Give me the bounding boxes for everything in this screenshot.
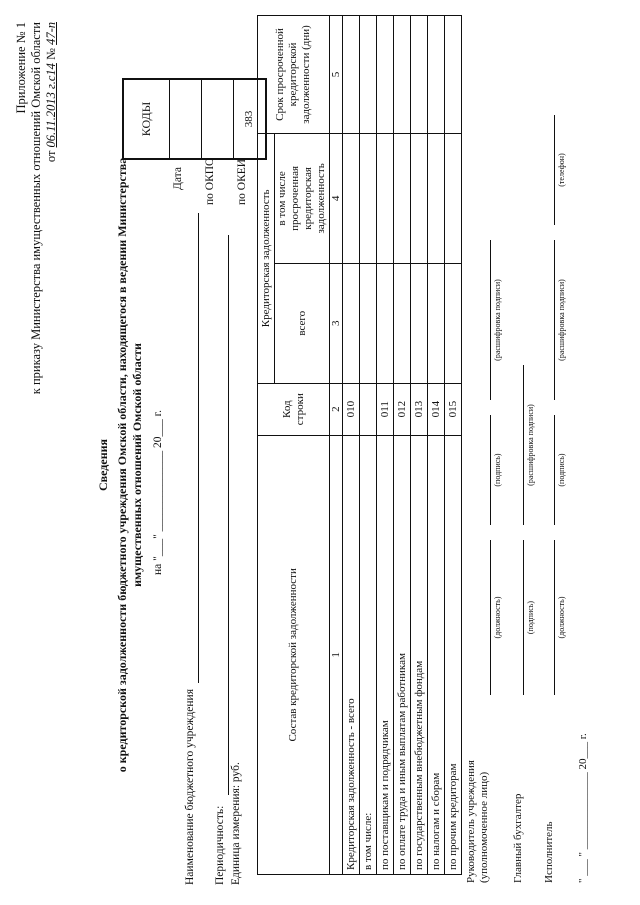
- row-code: 014: [428, 383, 445, 435]
- accountant-signature-field[interactable]: [523, 540, 524, 695]
- cell-overdue[interactable]: [445, 133, 462, 263]
- executor-phone-field[interactable]: [554, 115, 555, 225]
- head-position-caption: (должность): [493, 596, 502, 639]
- col-header-overdue: в том числе просроченная кредиторская задолженность: [275, 133, 330, 263]
- table-row: [360, 16, 377, 875]
- codes-okei-label: по ОКЕИ: [236, 158, 248, 205]
- table-row: [428, 16, 445, 875]
- head-label-2: (уполномоченное лицо): [478, 771, 490, 883]
- cell-overdue-days[interactable]: [445, 16, 462, 134]
- row-label: по налогам и сборам: [428, 435, 445, 874]
- cell-total[interactable]: [394, 263, 411, 383]
- column-numbers-row: [330, 16, 343, 875]
- cell-total[interactable]: [411, 263, 428, 383]
- table-row: [445, 16, 462, 875]
- cell-overdue[interactable]: [360, 133, 377, 263]
- executor-label: Исполнитель: [543, 821, 555, 883]
- cell-total[interactable]: [445, 263, 462, 383]
- row-code: 015: [445, 383, 462, 435]
- accountant-decoding-field[interactable]: [523, 365, 524, 525]
- head-label: Руководитель учреждения: [465, 760, 477, 883]
- cell-overdue[interactable]: [411, 133, 428, 263]
- cell-total[interactable]: [377, 263, 394, 383]
- appendix-date-prefix: от: [44, 150, 58, 163]
- accountant-label: Главный бухгалтер: [512, 793, 524, 883]
- cell-overdue-days[interactable]: [394, 16, 411, 134]
- signature-date-line: " ___ " ______________ 20___ г.: [577, 733, 589, 883]
- head-signature-field[interactable]: [490, 415, 491, 525]
- cell-overdue[interactable]: [343, 133, 360, 263]
- periodicity-field[interactable]: [228, 235, 229, 795]
- table-row: [343, 16, 360, 875]
- table-row: [394, 16, 411, 875]
- cell-overdue[interactable]: [394, 133, 411, 263]
- report-date-line: на "___" ______________ 20___ г.: [152, 410, 164, 575]
- cell-overdue[interactable]: [428, 133, 445, 263]
- cell-overdue-days[interactable]: [360, 16, 377, 134]
- col-number: 5: [330, 16, 343, 134]
- row-label: по прочим кредиторам: [445, 435, 462, 874]
- head-signature-caption: (подпись): [493, 453, 502, 487]
- appendix-order: к приказу Министерства имущественных отношений Омской области: [29, 22, 43, 395]
- col-number: 3: [330, 263, 343, 383]
- executor-decoding-field[interactable]: [554, 240, 555, 400]
- row-label: по оплате труда и иным выплатам работникам: [394, 435, 411, 874]
- col-header-code: Код строки: [258, 383, 330, 435]
- appendix-number: Приложение № 1: [14, 22, 28, 114]
- cell-overdue-days[interactable]: [428, 16, 445, 134]
- accountant-decoding-caption: (расшифровка подписи): [526, 404, 535, 486]
- institution-field[interactable]: [198, 213, 199, 683]
- row-code: [360, 383, 377, 435]
- col-number: 1: [330, 435, 343, 874]
- appendix-number-prefix: №: [44, 48, 58, 60]
- row-code: 010: [343, 383, 360, 435]
- cell-total[interactable]: [360, 263, 377, 383]
- head-position-field[interactable]: [490, 540, 491, 695]
- col-number: 2: [330, 383, 343, 435]
- codes-okei-cell: 383: [233, 80, 265, 158]
- row-label: Кредиторская задолженность - всего: [343, 435, 360, 874]
- payables-table: [257, 15, 462, 875]
- unit-label: Единица измерения: руб.: [230, 762, 242, 885]
- executor-phone-caption: (телефон): [557, 153, 566, 187]
- appendix-date-value: 06.11.2013 г.с14: [44, 63, 58, 148]
- appendix-number-value: 47-п: [44, 22, 58, 45]
- row-label: по поставщикам и подрядчикам: [377, 435, 394, 874]
- codes-header: КОДЫ: [139, 101, 153, 137]
- doc-subtitle: о кредиторской задолженности бюджетного учреждения Омской области, находящегося в ведении Министерства: [115, 157, 129, 773]
- row-code: 013: [411, 383, 428, 435]
- col-header-total: всего: [275, 263, 330, 383]
- cell-total[interactable]: [343, 263, 360, 383]
- cell-overdue-days[interactable]: [377, 16, 394, 134]
- doc-subtitle-2: имущественных отношений Омской области: [130, 343, 144, 587]
- executor-position-field[interactable]: [554, 540, 555, 695]
- periodicity-label: Периодичность:: [214, 805, 226, 885]
- executor-decoding-caption: (расшифровка подписи): [557, 279, 566, 361]
- row-label: в том числе:: [360, 435, 377, 874]
- head-decoding-caption: (расшифровка подписи): [493, 279, 502, 361]
- institution-label: Наименование бюджетного учреждения: [184, 689, 196, 885]
- head-decoding-field[interactable]: [490, 240, 491, 400]
- codes-date-cell[interactable]: [169, 80, 201, 158]
- codes-okpo-label: по ОКПО: [204, 157, 216, 205]
- codes-date-label: Дата: [172, 167, 184, 190]
- cell-overdue-days[interactable]: [411, 16, 428, 134]
- col-header-overdue-term: Срок просроченной кредиторской задолженности (дни): [258, 16, 330, 134]
- table-row: [377, 16, 394, 875]
- cell-overdue-days[interactable]: [343, 16, 360, 134]
- executor-signature-field[interactable]: [554, 415, 555, 525]
- accountant-signature-caption: (подпись): [526, 600, 535, 635]
- codes-okpo-cell[interactable]: [201, 80, 233, 158]
- executor-position-caption: (должность): [557, 596, 566, 639]
- cell-total[interactable]: [428, 263, 445, 383]
- col-header-payables-group: Кредиторская задолженность: [258, 133, 275, 383]
- row-code: 012: [394, 383, 411, 435]
- cell-overdue[interactable]: [377, 133, 394, 263]
- col-number: 4: [330, 133, 343, 263]
- row-label: по государственным внебюджетным фондам: [411, 435, 428, 874]
- col-header-composition: Состав кредиторской задолженности: [258, 435, 330, 874]
- appendix-date-line: [44, 22, 59, 162]
- executor-signature-caption: (подпись): [557, 453, 566, 487]
- row-code: 011: [377, 383, 394, 435]
- table-row: [411, 16, 428, 875]
- doc-title: Сведения: [96, 438, 110, 492]
